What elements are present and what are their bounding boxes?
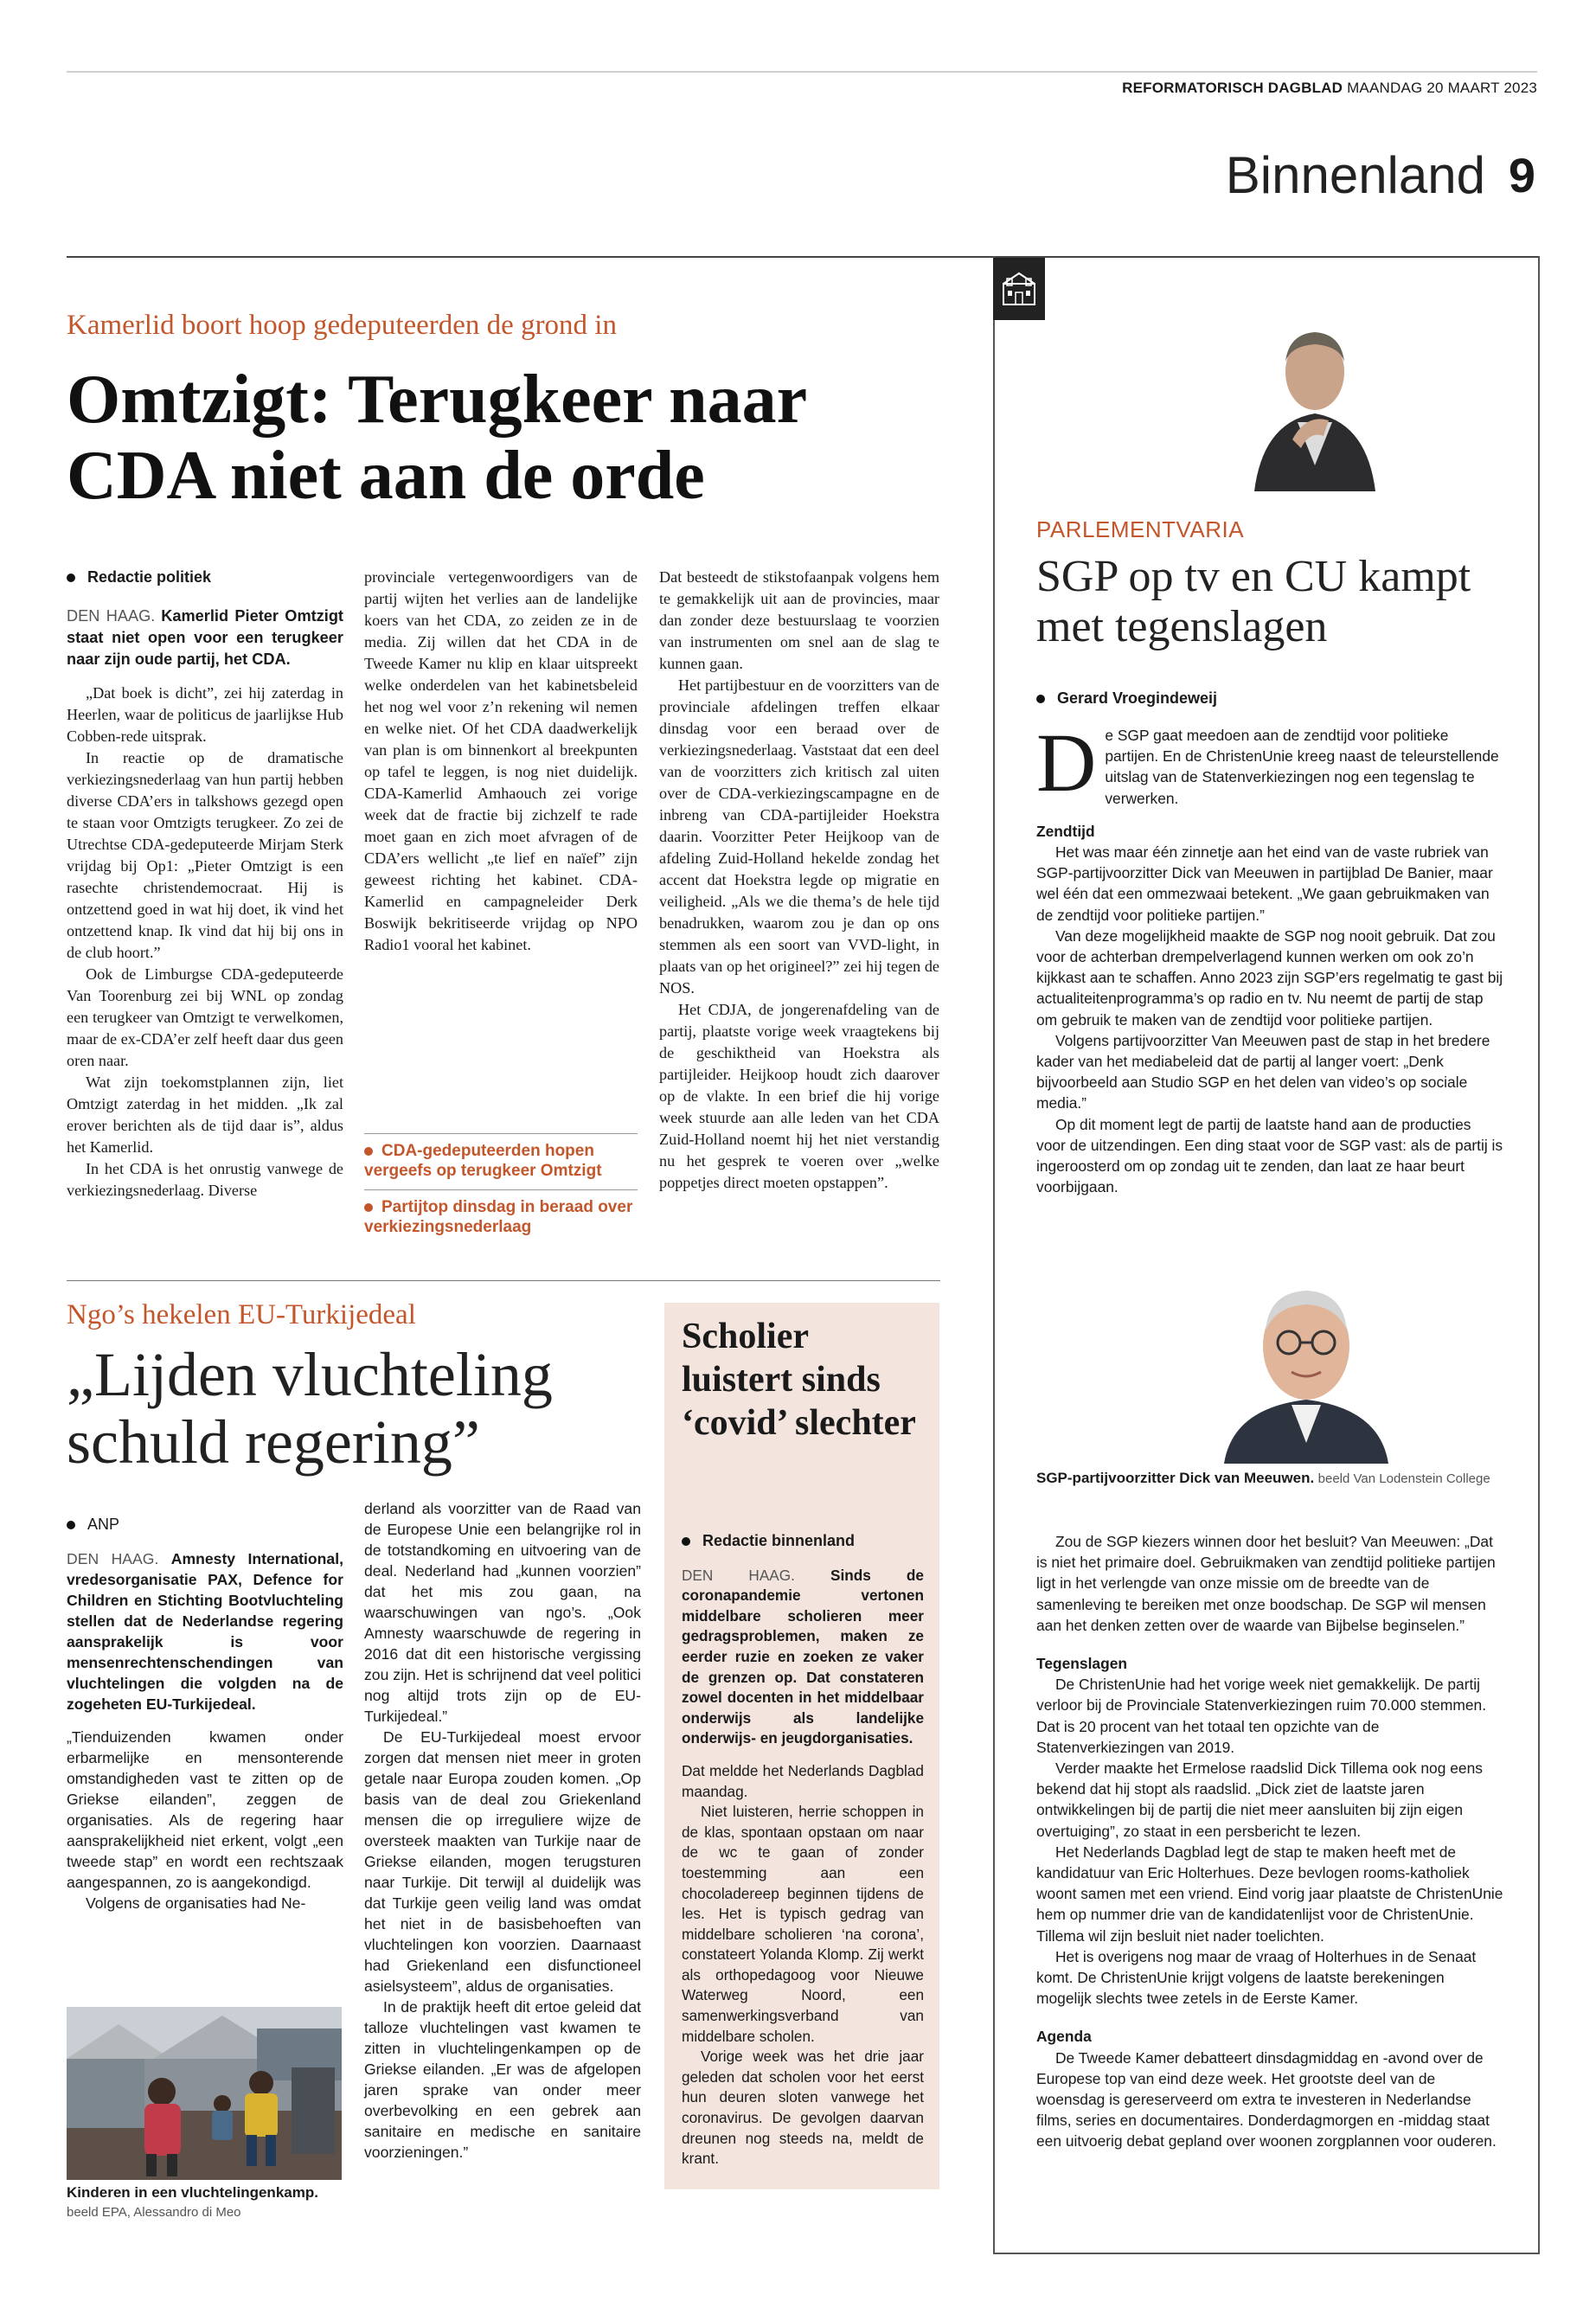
teaser-link[interactable]: Partijtop dinsdag in beraad over verkiezingsnederlaag [364,1198,633,1236]
paper-name: REFORMATORISCH DAGBLAD [1122,80,1343,96]
article1-paragraph: provinciale vertegenwoordigers van de partij wijten het verlies aan de landelijke koers van het CDA, zo zeiden ze in de media. Zij willen dat het CDA in de Tweede Kamer nu klip en klaar uitspreekt welke onderdelen van het kabinetsbeleid het nog wel voor z’n rekening wil nemen en welke niet. Of het CDA daadwerkelijk van plan is om binnenkort al breekpunten op tafel te leggen, is nog niet duidelijk. CDA-Kamerlid Amhaouch zei vorige week dat de fractie bij zichzelf te rade moet gaan en zich moet afvragen of de CDA’ers wellicht „te lief en naïef” zijn geweest richting het kabinet. CDA-Kamerlid en campagneleider Derk Boswijk bekritiseerde vrijdag op NPO Radio1 vooral het kabinet. [364,568,638,953]
sidebar-border-bottom [993,2253,1540,2254]
article2-paragraph: In de praktijk heeft dit ertoe geleid dat talloze vluchtelingen vast kwamen te zitten in vluchtelingenkampen op de Griekse eilanden. „Er was de afgelopen jaren sprake van onder meer overbevolking en een gebrek aan sanitaire en medische en sanitaire voorzieningen.” [364,1998,641,2161]
article2-col1 [67,1514,343,1913]
sidebar-paragraph: Op dit moment legt de partij de laatste hand aan de producties voor de uitzendingen. Een ding staat voor de SGP vast: als de partij is ingeroosterd om op zondag uit te zenden, dan laat ze haar beurt voorbijgaan. [1036,1115,1503,1196]
sidebar-paragraph: Het is overigens nog maar de vraag of Holterhues in de Senaat komt. De ChristenUnie krijgt volgens de laatste berekeningen mogelijk slechts twee zetels in de Eerste Kamer. [1036,1947,1477,2008]
article2-byline: ANP [67,1514,343,1535]
article3-paragraph: Vorige week was het drie jaar geleden dat scholen voor het eerst hun deuren sloten vanwege het coronavirus. De gevolgen daarvan dreunen nog steeds na, meldt de krant. [682,2048,924,2168]
article3-dateline: DEN HAAG. [682,1566,795,1584]
article1-headline-line1: Omtzigt: Terugkeer naar [67,362,808,438]
sidebar-byline: Gerard Vroegindeweij [1036,689,1217,708]
article2-paragraph: „Tienduizenden kwamen onder erbarmelijke en mensonterende omstandigheden vast te zitten op de Griekse eilanden”, zeggen de organisaties. Als de regering haar aansprakelijkheid niet erkent, volgt „een tweede stap” en wordt een rechtszaak aangespannen, zo is aangekondigd. [67,1728,343,1891]
sidebar-label: PARLEMENTVARIA [1036,516,1245,542]
caption-credit: beeld Van Lodenstein College [1317,1471,1490,1486]
article1-dateline: DEN HAAG. [67,607,156,625]
article1-kicker: Kamerlid boort hoop gedeputeerden de grond in [67,310,617,341]
article1-byline: Redactie politiek [67,567,343,588]
sidebar-body2 [1036,1531,1503,2152]
article2-headline-line1: „Lijden vluchteling [67,1340,553,1409]
sidebar-subhead: Zendtijd [1036,822,1095,840]
sidebar-paragraph: Zou de SGP kiezers winnen door het besluit? Van Meeuwen: „Dat is niet het primaire doel. Gebruikmaken van zendtijd politieke partijen ligt in het verlengde van onze missie om de breedte van de samenleving te bereiken met onze boodschap. De SGP wil mensen aan het denken zetten over de waarde van Bijbelse beginselen.” [1036,1533,1496,1634]
article2-headline [67,1341,672,1476]
article1-headline [67,362,975,514]
sidebar-paragraph: Het was maar één zinnetje aan het eind van de vaste rubriek van SGP-partijvoorzitter Dick van Meeuwen in partijblad De Banier, maar wel één dat een ommezwaai betekent. „We gaan gebruikmaken van de zendtijd voor politieke partijen.” [1036,843,1493,924]
article1-teasers [364,1133,638,1237]
sidebar-photo-caption [1036,1469,1503,1489]
sidebar-paragraph: Het Nederlands Dagblad legt de stap te maken heeft met de kandidatuur van Eric Holterhues. Deze bevlogen rooms-katholiek woont samen met een vriend. Eind vorig jaar plaatste de ChristenUnie hem op nummer drie van de kandidatenlijst voor de ChristenUnie. Tillema wil zijn besluit niet nader toelichten. [1036,1843,1503,1945]
section-rule [67,256,1539,258]
article-divider [67,1280,940,1281]
top-rule [67,71,1537,73]
section-title: Binnenland [1225,146,1485,204]
caption-credit: beeld EPA, Alessandro di Meo [67,2205,241,2220]
sidebar-paragraph: De Tweede Kamer debatteert dinsdagmiddag en -avond over de Europese top van eind deze week. Het grootste deel van de woensdag is gereserveerd om extra te investeren in Nederlandse films, series en documentaires. Donderdagmorgen en -middag staat een uitvoerig debat gepland over woonen zorgplannen voor ouderen. [1036,2048,1497,2150]
article1-paragraph: Wat zijn toekomstplannen zijn, liet Omtzigt zaterdag in het midden. „Ik zal erover berichten als de tijd daar is”, aldus het Kamerlid. [67,1074,343,1156]
article3-body [682,1531,924,2170]
article3-headline: Scholier luistert sinds ‘covid’ slechter [682,1317,916,1443]
article2-col2 [364,1498,641,2163]
article2-lead: Amnesty International, vredesorganisatie PAX, Defence for Children en Stichting Bootvluchteling stellen dat de Nederlandse regering aansprakelijk is voor mensenrechtenschendingen van vluchtelingen die volgden na de zogeheten EU-Turkijedeal. [67,1550,343,1713]
sidebar-paragraph: De ChristenUnie had het vorige week niet gemakkelijk. De partij verloor bij de Provinciale Statenverkiezingen ruim 70.000 stemmen. Dat is 20 procent van het totaal ten opzichte van de Statenverkiezingen van 2019. [1036,1676,1487,1756]
sidebar-subhead: Tegenslagen [1036,1655,1128,1673]
article3-lead: Sinds de coronapandemie vertonen middelbare scholieren meer gedragsproblemen, maken ze eerder ruzie en zoeken ze vaker de grenzen op. Dat constateren zowel docenten in het middelbaar onderwijs als landelijke onderwijs- en jeugdorganisaties. [682,1566,924,1747]
sidebar-paragraph: Volgens partijvoorzitter Van Meeuwen past de stap in het bredere kader van het mediabeleid dat de partij al langer voert: „Denk bijvoorbeeld aan Studio SGP en het delen van video’s op sociale media.” [1036,1031,1490,1112]
article3-paragraph: Niet luisteren, herrie schoppen in de klas, spontaan opstaan om naar de wc te gaan of zonder toestemming aan een chocoladereep beginnen tijdens de les. Het is typisch gedrag van middelbare scholieren ‘na corona’, constateert Yolanda Klomp. Zij werkt als orthopedagoog voor Nieuwe Waterweg Noord, een samenwerkingsverband van middelbare scholen. [682,1803,924,2045]
article2-paragraph: derland als voorzitter van de Raad van de Europese Unie een belangrijke rol in de totstandkoming en uitvoering van de deal. Nederland had „kunnen voorzien” dat het mis zou gaan, na waarschuwingen van ngo’s. „Ook Amnesty waarschuwde de regering in 2016 dat dit een historische vergissing zou zijn. Het is schrijnend dat veel politici nog altijd trots zijn op de EU-Turkijedeal.” [364,1500,641,1725]
article1-paragraph: Het partijbestuur en de voorzitters van de provinciale afdelingen treffen elkaar dinsdag voor een beraad over de verkiezingsnederlaag. Vaststaat dat een deel van de voorzitters zich kritisch zal uiten over de CDA-verkiezingscampagne en de inbreng van CDA-partijleider Hoekstra daarin. Voorzitter Peter Heijkoop van de afdeling Zuid-Holland hekelde zondag het accent dat Hoekstra legde op migratie en veiligheid. „Als we die thema’s de hele tijd benadrukken, waarom zou je dan op ons stemmen als een soort van VVD-light, in plaats van op het origineel?” zei hij tegen de NOS. [659,676,939,997]
page-number: 9 [1508,148,1535,202]
sidebar-headline-line1: SGP op tv en CU kampt [1036,552,1471,601]
sidebar-intro: e SGP gaat meedoen aan de zendtijd voor politieke partijen. En de ChristenUnie kreeg naast de teleurstellende uitslag van de Statenverkiezingen nog een tegenslag te verwerken. [1105,727,1499,807]
sidebar-border-left [993,256,995,2254]
article2-paragraph: De EU-Turkijedeal moest ervoor zorgen dat mensen niet meer in groten getale naar Europa zouden komen. „Op basis van de deal zou Griekenland mensen die op irreguliere wijze de oversteek maakten van Turkije naar de Griekse eilanden, mogen terugsturen naar Turkije. Dit terwijl al duidelijk was dat Turkije geen veilig land was omdat het niet in de basisbehoeften van vluchtelingen kon voorzien. Daarnaast had Griekenland een disfunctioneel asielsysteem”, aldus de organisaties. [364,1728,641,1995]
author-portrait [1237,318,1393,491]
article1-paragraph: In het CDA is het onrustig vanwege de verkiezingsnederlaag. Diverse [67,1160,343,1199]
caption-text: SGP-partijvoorzitter Dick van Meeuwen. [1036,1470,1315,1486]
parliament-icon [993,258,1045,320]
article3-byline: Redactie binnenland [682,1531,924,1552]
refugee-camp-photo [67,2007,342,2180]
teaser-link[interactable]: CDA-gedeputeerden hopen vergeefs op terugkeer Omtzigt [364,1142,602,1180]
article1-col1 [67,567,343,1202]
teaser-rule [364,1189,638,1190]
sidebar-body [1036,716,1503,1197]
article1-paragraph: Het CDJA, de jongerenafdeling van de partij, plaatste vorige week vraagtekens bij de geschiktheid van Hoekstra als partijleider. Heijkoop houdt zich daarover op de vlakte. In een brief die hij vorige week stuurde aan alle leden van het CDA Zuid-Holland noemt hij het niet verstandig nu het gesprek te voeren over „welke poppetjes direct moeten opstappen”. [659,1001,939,1191]
article1-paragraph: Ook de Limburgse CDA-gedeputeerde Van Toorenburg zei bij WNL op zondag een terugkeer van Omtzigt te verwelkomen, maar de ex-CDA’er zelf heeft daar dus geen oren naar. [67,965,343,1069]
article2-paragraph: Volgens de organisaties had Ne- [86,1894,306,1912]
sidebar-headline-line2: met tegenslagen [1036,602,1328,651]
dropcap: D [1036,716,1097,809]
sidebar-paragraph: Van deze mogelijkheid maakte de SGP nog nooit gebruik. Dat zou voor de achterban drempelverlagend kunnen werken om ook zo’n kijkkast aan te schaffen. Anno 2023 zijn SGP’ers regelmatig te gast bij actualiteitenprogramma’s op radio en tv. Nu neemt de partij de stap om gebruik te maken van de zendtijd voor politieke partijen. [1036,926,1503,1029]
article2-kicker: Ngo’s hekelen EU-Turkijedeal [67,1299,416,1330]
article1-paragraph: „Dat boek is dicht”, zei hij zaterdag in Heerlen, waar de politicus de jaarlijkse Hub Cobben-rede uitsprak. [67,684,343,745]
sidebar-paragraph: Verder maakte het Ermelose raadslid Dick Tillema ook nog eens bekend dat hij stopt als raadslid. „Dick ziet de laatste jaren ontwikkelingen bij de partij die niet meer aansluiten bij zijn eigen overtuiging”, zo staat in een persbericht te lezen. [1036,1759,1483,1840]
article2-dateline: DEN HAAG. [67,1550,159,1567]
article1-paragraph: In reactie op de dramatische verkiezingsnederlaag van hun partij hebben diverse CDA’ers in talkshows gezegd open te staan voor Omtzigts terugkeer. Zo zei de Utrechtse CDA-gedeputeerde Mirjam Sterk vrijdag bij Op1: „Pieter Omtzigt is een rasechte christendemocraat. Hij is ontzettend goed in wat hij doet, ik vind het ontzettend knap. Ik vind dat hij bij ons in de club hoort.” [67,749,343,961]
van-meeuwen-portrait [1215,1270,1397,1464]
masthead [1122,80,1537,97]
issue-date: MAANDAG 20 MAART 2023 [1347,80,1537,96]
article3-paragraph: Dat meldde het Nederlands Dagblad maandag. [682,1761,924,1800]
article1-paragraph: Dat besteedt de stikstofaanpak volgens hem te gemakkelijk uit aan de provincies, maar dan zonder deze bestuurslaag te voorzien van instrumenten om snel aan de slag te kunnen gaan. [659,568,939,672]
sidebar-headline [1036,552,1521,652]
sidebar-border-right [1538,256,1540,2254]
caption-text: Kinderen in een vluchtelingenkamp. [67,2184,318,2201]
sidebar-subhead: Agenda [1036,2028,1092,2046]
article2-headline-line2: schuld regering” [67,1407,480,1477]
article1-lead: Kamerlid Pieter Omtzigt staat niet open voor een terugkeer naar zijn oude partij, het CDA. [67,607,343,668]
teaser-rule [364,1133,638,1134]
article1-col3 [659,567,939,1194]
refugee-photo-caption [67,2183,343,2222]
article1-col2 [364,567,638,956]
article1-headline-line2: CDA niet aan de orde [67,438,705,514]
